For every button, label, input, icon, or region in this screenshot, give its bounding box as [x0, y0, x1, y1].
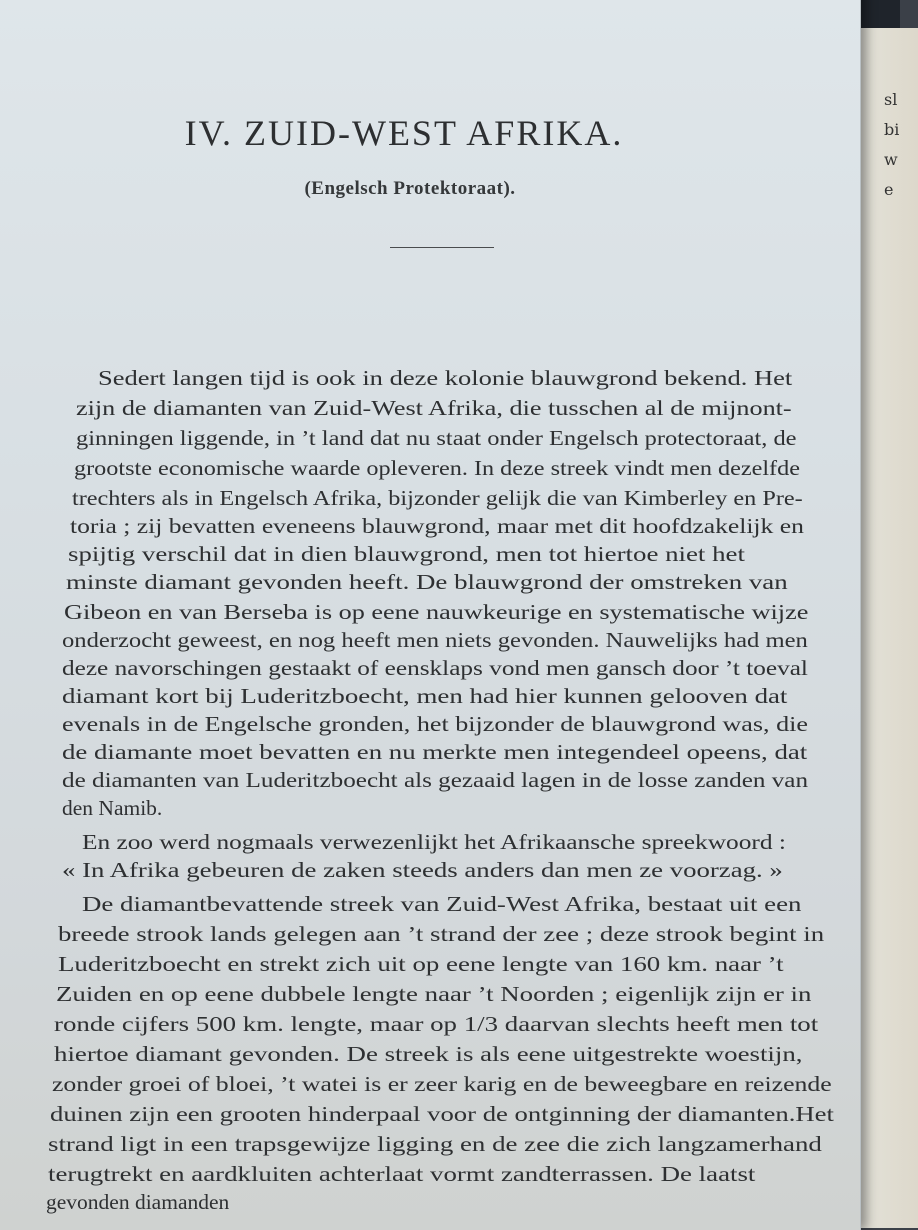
text-line: Luderitzboecht en strekt zich uit op eene lengte van 160 km. naar ’t: [58, 952, 784, 976]
text-line: minste diamant gevonden heeft. De blauwgrond der omstreken van: [66, 570, 788, 594]
facing-page-fragment: bi: [884, 120, 900, 139]
chapter-subtitle: (Engelsch Protektoraat).: [304, 178, 516, 199]
text-line: zijn de diamanten van Zuid-West Afrika, die tusschen al de mijnont-: [76, 396, 792, 420]
facing-page-fragment: w: [884, 150, 898, 169]
text-line: ronde cijfers 500 km. lengte, maar op 1/3 daarvan slechts heeft men tot: [54, 1012, 819, 1036]
text-line: Gibeon en van Berseba is op eene nauwkeurige en systematische wijze: [64, 600, 809, 624]
text-line: duinen zijn een grooten hinderpaal voor de ontginning der diamanten.Het: [50, 1102, 834, 1126]
text-line: grootste economische waarde opleveren. In deze streek vindt men dezelfde: [74, 456, 800, 480]
text-line: deze navorschingen gestaakt of eensklaps vond men gansch door ’t toeval: [62, 656, 808, 680]
text-line: « In Afrika gebeuren de zaken steeds anders dan men ze voorzag. »: [62, 858, 783, 882]
text-line: ginningen liggende, in ’t land dat nu staat onder Engelsch protectoraat, de: [76, 426, 797, 450]
text-line: zonder groei of bloei, ’t watei is er zeer karig en de beweegbare en reizende: [52, 1072, 832, 1096]
text-line: strand ligt in een trapsgewijze ligging en de zee die zich langzamerhand: [48, 1132, 822, 1156]
text-line: spijtig verschil dat in dien blauwgrond, men tot hiertoe niet het: [68, 542, 745, 566]
facing-page-fragment: sl: [884, 90, 898, 109]
text-line: de diamanten van Luderitzboecht als gezaaid lagen in de losse zanden van: [62, 768, 809, 792]
text-line: En zoo werd nogmaals verwezenlijkt het Afrikaansche spreekwoord :: [82, 830, 786, 854]
text-line: gevonden diamanden: [46, 1190, 230, 1214]
text-line: Zuiden en op eene dubbele lengte naar ’t Noorden ; eigenlijk zijn er in: [56, 982, 812, 1006]
text-line: trechters als in Engelsch Afrika, bijzonder gelijk die van Kimberley en Pre-: [72, 486, 803, 510]
facing-page-fragment: e: [884, 180, 894, 199]
text-line: de diamante moet bevatten en nu merkte men integendeel opeens, dat: [62, 740, 808, 764]
chapter-title: IV. ZUID-WEST AFRIKA.: [184, 113, 624, 153]
text-line: evenals in de Engelsche gronden, het bijzonder de blauwgrond was, die: [62, 712, 808, 736]
text-line: terugtrekt en aardkluiten achterlaat vormt zandterrassen. De laatst: [48, 1162, 756, 1186]
text-line: breede strook lands gelegen aan ’t strand der zee ; deze strook begint in: [58, 922, 825, 946]
text-line: toria ; zij bevatten eveneens blauwgrond, maar met dit hoofdzakelijk en: [70, 514, 804, 538]
text-line: hiertoe diamant gevonden. De streek is als eene uitgestrekte woestijn,: [54, 1042, 803, 1066]
text-line: De diamantbevattende streek van Zuid-West Afrika, bestaat uit een: [82, 892, 802, 916]
text-line: onderzocht geweest, en nog heeft men niets gevonden. Nauwelijks had men: [62, 628, 808, 652]
text-line: diamant kort bij Luderitzboecht, men had hier kunnen gelooven dat: [62, 684, 788, 708]
text-line: den Namib.: [62, 796, 163, 820]
text-line: Sedert langen tijd is ook in deze kolonie blauwgrond bekend. Het: [98, 366, 793, 390]
title-divider: [390, 247, 494, 248]
